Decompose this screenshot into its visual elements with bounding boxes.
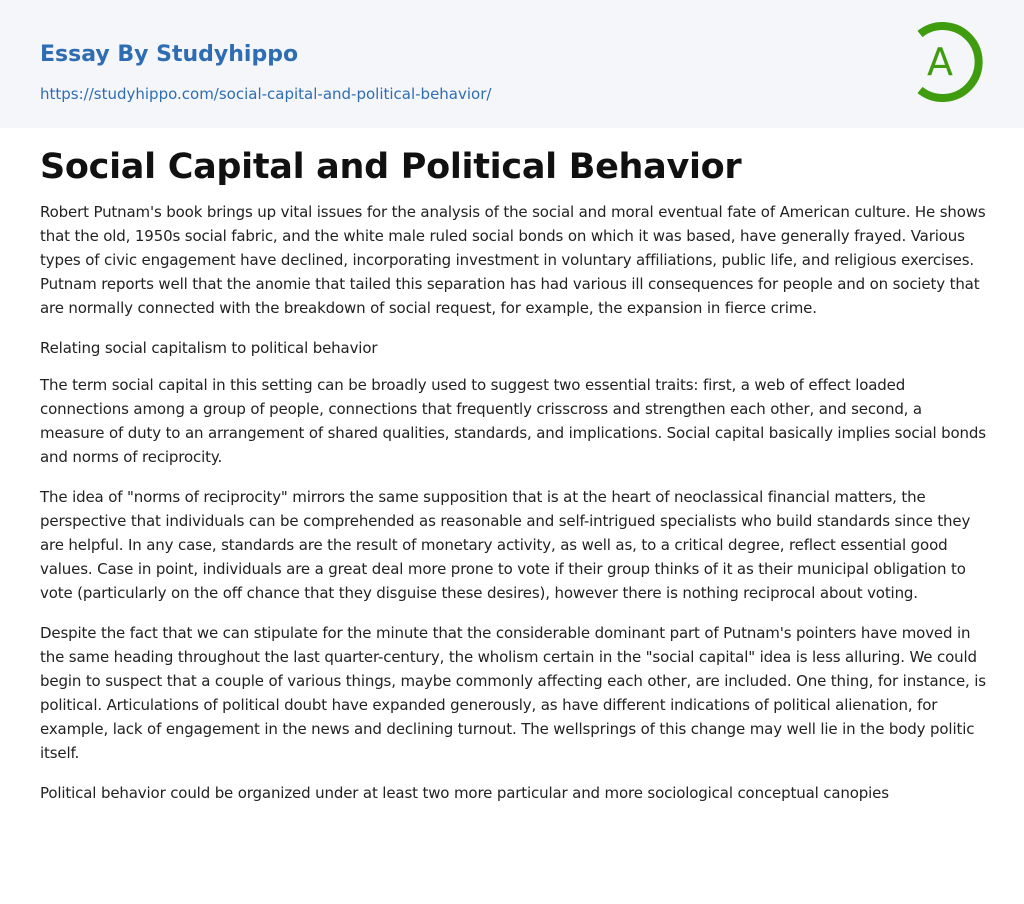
svg-text:A: A: [927, 40, 953, 84]
site-header: [0, 0, 1024, 128]
paragraph: Despite the fact that we can stipulate for the minute that the considerable dominant part of Putnam's pointers have moved in the same heading throughout the last quarter-century, the wholism certain in the "social capital" idea is less alluring. We could begin to suspect that a couple of various things, maybe commonly affecting each other, are included. One thing, for instance, is political. Articulations of political doubt have expanded generously, as have different indications of political alienation, for example, lack of engagement in the news and declining turnout. The wellsprings of this change may well lie in the body politic itself.: [40, 624, 986, 762]
paragraph: The term social capital in this setting can be broadly used to suggest two essential traits: first, a web of effect loaded connections among a group of people, connections that frequently crisscross and strengthen each other, and second, a measure of duty to an arrangement of shared qualities, standards, and implications. Social capital basically implies social bonds and norms of reciprocity.: [40, 376, 986, 466]
essay-url-link[interactable]: https://studyhippo.com/social-capital-and-political-behavior/: [40, 85, 492, 103]
paragraph: Robert Putnam's book brings up vital issues for the analysis of the social and moral eventual fate of American culture. He shows that the old, 1950s social fabric, and the white male ruled social bonds on which it was based, have generally frayed. Various types of civic engagement have declined, incorporating investment in voluntary affiliations, public life, and religious exercises. Putnam reports well that the anomie that tailed this separation has had various ill consequences for people and on society that are normally connected with the breakdown of social request, for example, the expansion in fierce crime.: [40, 203, 986, 317]
section-subheading: Relating social capitalism to political behavior: [40, 339, 378, 357]
essay-title: Social Capital and Political Behavior: [40, 147, 742, 187]
paragraph: The idea of "norms of reciprocity" mirrors the same supposition that is at the heart of neoclassical financial matters, the perspective that individuals can be comprehended as reasonable and self-intrigued specialists who build standards since they are helpful. In any case, standards are the result of monetary activity, as well as, to a critical degree, reflect essential good values. Case in point, individuals are a great deal more prone to vote if their group thinks of it as their municipal obligation to vote (particularly on the off chance that they disguise these desires), however there is nothing reciprocal about voting.: [40, 488, 971, 602]
paragraph: Political behavior could be organized under at least two more particular and more sociological conceptual canopies: [40, 784, 889, 802]
brand-title: Essay By Studyhippo: [40, 42, 299, 67]
studyhippo-logo-icon: [904, 20, 988, 104]
essay-content: [0, 146, 1024, 805]
